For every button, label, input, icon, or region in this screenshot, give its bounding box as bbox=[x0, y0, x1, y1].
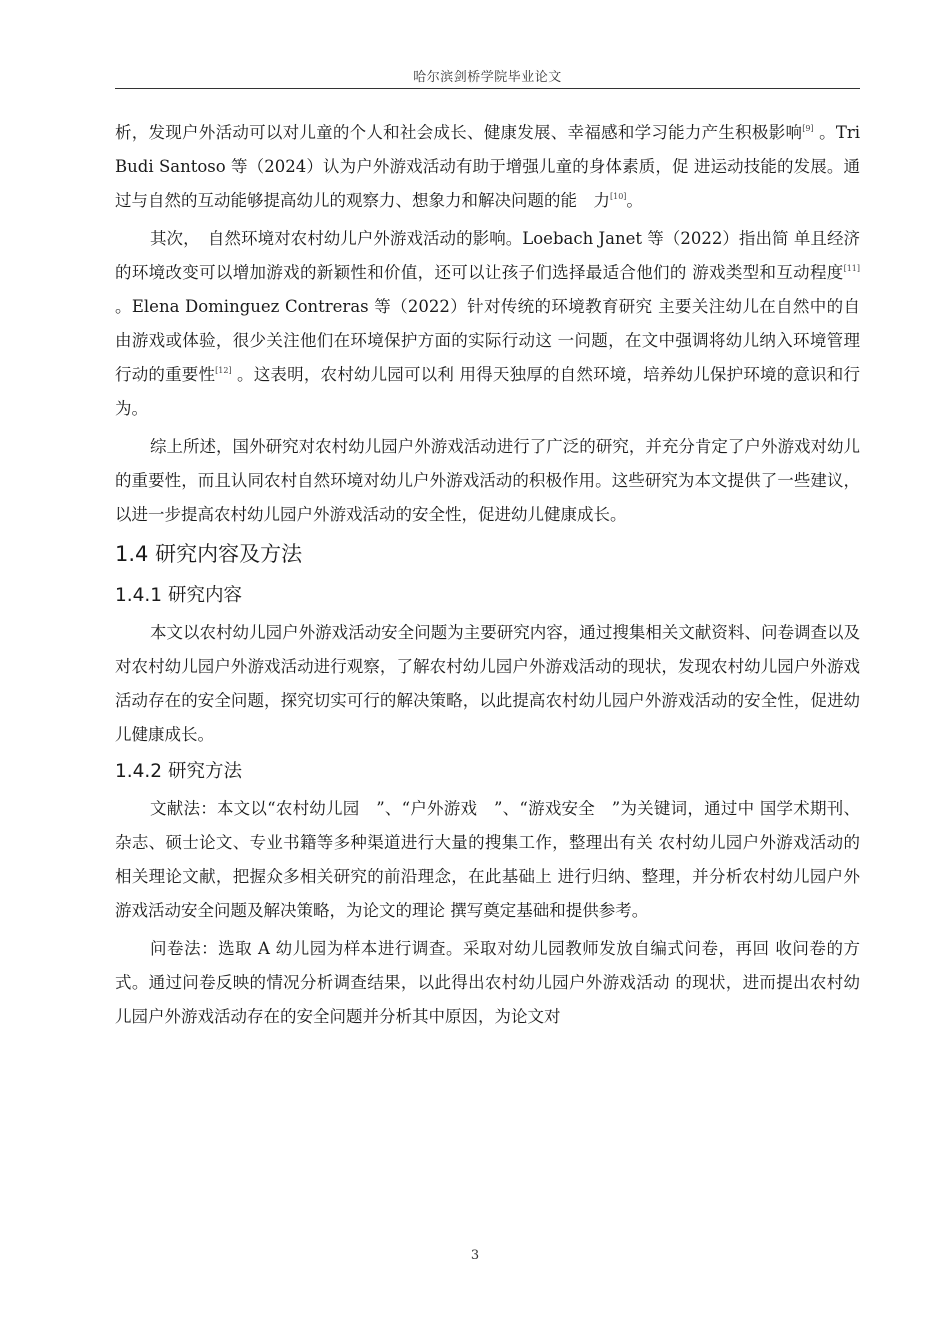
paragraph-text: 析，发现户外活动可以对儿童的个人和社会成长、健康发展、幸福感和学习能力产生积极影响 bbox=[115, 123, 803, 142]
page-body bbox=[115, 116, 860, 1034]
paragraph-literature-2 bbox=[115, 222, 860, 426]
running-header: 哈尔滨剑桥学院毕业论文 bbox=[413, 70, 562, 85]
paragraph-literature-1 bbox=[115, 116, 860, 218]
paragraph-text: 。这表明，农村幼儿园可以利 用得天独厚的自然环境，培养幼儿保护环境的意识和行为。 bbox=[115, 365, 860, 418]
paragraph-text: 。Elena Dominguez Contreras 等（2022）针对传统的环境教育研究 主要关注幼儿在自然中的自由游戏或体验，很少关注他们在环境保护方面的实际行动这 一问题，在文中强调将幼儿纳入环境管理行动的重要性 bbox=[115, 297, 860, 384]
paragraph-text: 。 bbox=[626, 191, 643, 210]
paragraph-literature-method: 文献法：本文以“农村幼儿园 ”、“户外游戏 ”、“游戏安全 ”为关键词，通过中 国学术期刊、杂志、硕士论文、专业书籍等多种渠道进行大量的搜集工作，整理出有关 农村幼儿园户外游戏活动的相关理论文献，把握众多相关研究的前沿理念，在此基础上 进行归纳、整理，并分析农村幼儿园户外游戏活动安全问题及解决策略，为论文的理论 撰写奠定基础和提供参考。 bbox=[115, 799, 860, 920]
header-divider bbox=[115, 88, 860, 89]
paragraph-research-content: 本文以农村幼儿园户外游戏活动安全问题为主要研究内容，通过搜集相关文献资料、问卷调查以及对农村幼儿园户外游戏活动进行观察，了解农村幼儿园户外游戏活动的现状，发现农村幼儿园户外游戏活动存在的安全问题，探究切实可行的解决策略，以此提高农村幼儿园户外游戏活动的安全性，促进幼儿健康成长。 bbox=[115, 623, 860, 744]
page-number: 3 bbox=[470, 1248, 480, 1263]
section-heading-1-4-2: 1.4.2 研究方法 bbox=[115, 761, 242, 782]
paragraph-summary: 综上所述，国外研究对农村幼儿园户外游戏活动进行了广泛的研究，并充分肯定了户外游戏对幼儿的重要性，而且认同农村自然环境对幼儿户外游戏活动的积极作用。这些研究为本文提供了一些建议，以进一步提高农村幼儿园户外游戏活动的安全性，促进幼儿健康成长。 bbox=[115, 437, 860, 524]
citation-ref: [10] bbox=[610, 191, 627, 201]
section-heading-1-4-1: 1.4.1 研究内容 bbox=[115, 585, 242, 606]
citation-ref: [12] bbox=[215, 365, 232, 375]
citation-ref: [11] bbox=[843, 263, 860, 273]
paragraph-text: 。Tri Budi Santoso 等（2024）认为户外游戏活动有助于增强儿童的身体素质，促 进运动技能的发展。通过与自然的互动能够提高幼儿的观察力、想象力和解决问题的能 力 bbox=[115, 123, 860, 210]
paragraph-questionnaire-method: 问卷法：选取 A 幼儿园为样本进行调查。采取对幼儿园教师发放自编式问卷，再回 收问卷的方式。通过问卷反映的情况分析调查结果，以此得出农村幼儿园户外游戏活动 的现状，进而提出农村幼儿园户外游戏活动存在的安全问题并分析其中原因，为论文对 bbox=[115, 939, 860, 1026]
paragraph-text: 其次， 自然环境对农村幼儿户外游戏活动的影响。Loebach Janet 等（2022）指出简 单且经济的环境改变可以增加游戏的新颖性和价值，还可以让孩子们选择最适合他们的 游戏类型和互动程度 bbox=[115, 229, 860, 282]
section-heading-1-4: 1.4 研究内容及方法 bbox=[115, 542, 303, 566]
citation-ref: [9] bbox=[802, 123, 814, 133]
